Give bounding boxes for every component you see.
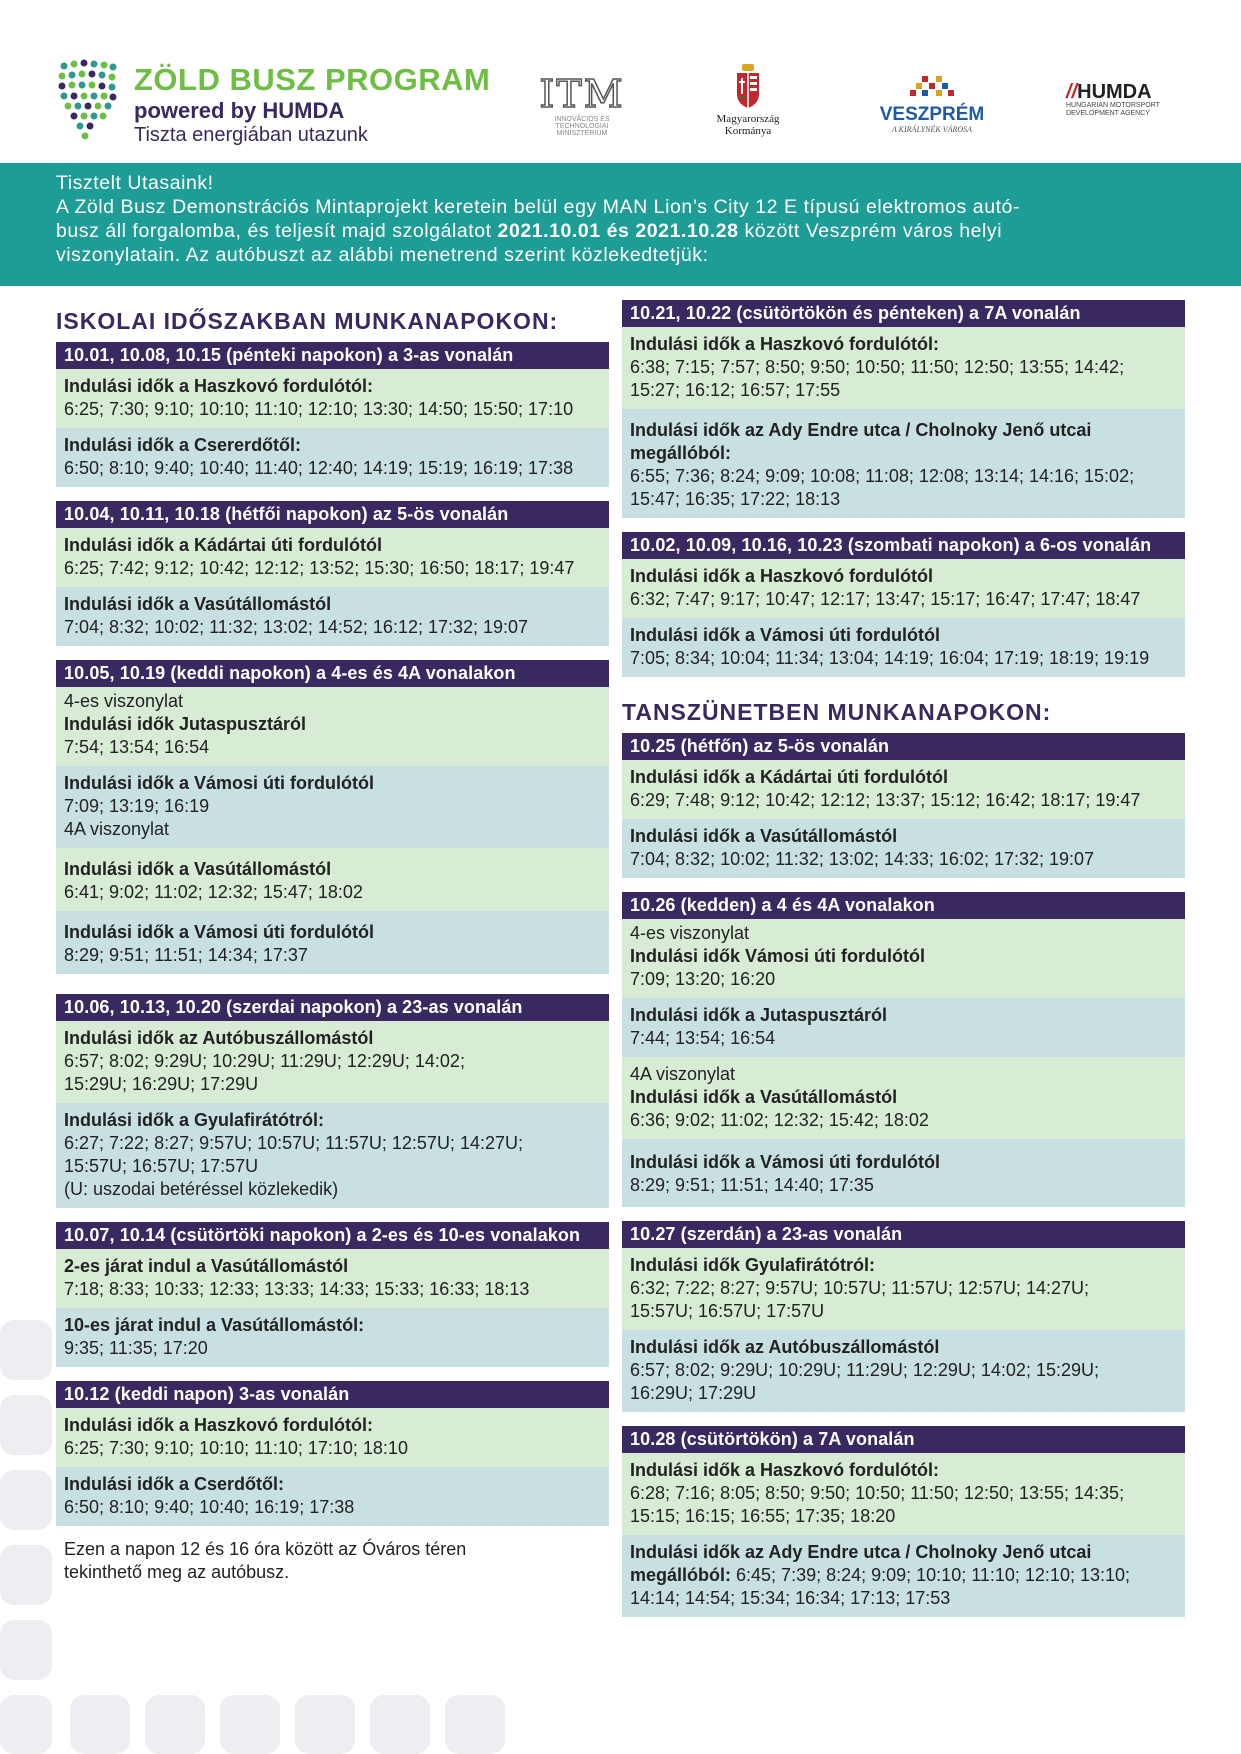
schedule-block (622, 1453, 1185, 1535)
stop-label: Indulási idők Vámosi úti fordulótól (630, 946, 926, 966)
departure-times: 15:29U; 16:29U; 17:29U (64, 1074, 259, 1094)
schedule-header: 10.27 (szerdán) a 23-as vonalán (622, 1221, 1185, 1248)
kormany-line1: Magyarország (716, 113, 780, 125)
start-date: 2021.10.01 (497, 220, 601, 242)
departure-times: 6:55; 7:36; 8:24; 9:09; 10:08; 11:08; 12:08; 13:14; 14:16; 15:02; (630, 466, 1135, 486)
route-variant: 4-es viszonylat (64, 691, 184, 711)
background-decoration (295, 1695, 355, 1754)
schedule-group (622, 532, 1185, 677)
stop-label: Indulási idők a Haszkovó fordulótól: (630, 334, 940, 354)
schedule-block (622, 1535, 1185, 1617)
right-column (622, 300, 1185, 1631)
departure-times: 6:41; 9:02; 11:02; 12:32; 15:47; 18:02 (64, 882, 363, 902)
end-date: 2021.10.28 (635, 220, 739, 242)
departure-times: 6:45; 7:39; 8:24; 9:09; 10:10; 11:10; 12:10; 13:10; (731, 1565, 1131, 1585)
schedule-block (56, 687, 609, 766)
background-decoration (445, 1695, 505, 1754)
schedule-block (56, 1021, 609, 1103)
left-column (56, 300, 609, 1590)
background-decoration (0, 1320, 52, 1380)
stop-label-line (630, 1564, 1177, 1587)
section-title-holiday: TANSZÜNETBEN MUNKANAPOKON: (622, 699, 1052, 725)
schedule-header: 10.21, 10.22 (csütörtökön és pénteken) a 7A vonalán (622, 300, 1185, 327)
schedule-group (622, 892, 1185, 1207)
stop-label: megállóból: (630, 1565, 732, 1585)
schedule-header: 10.01, 10.08, 10.15 (pénteki napokon) a 3-as vonalán (56, 342, 609, 369)
schedule-block (622, 919, 1185, 998)
departure-times: 6:29; 7:48; 9:12; 10:42; 12:12; 13:37; 15:12; 16:42; 18:17; 19:47 (630, 790, 1141, 810)
stop-label: Indulási idők az Autóbuszállomástól (630, 1337, 940, 1357)
kormany-line2: Kormánya (724, 125, 772, 137)
schedule-block (622, 559, 1185, 618)
humda-logo (1066, 82, 1196, 118)
stop-label: Indulási idők a Vasútállomástól (630, 1087, 898, 1107)
background-decoration (0, 1620, 52, 1680)
departure-times: 7:04; 8:32; 10:02; 11:32; 13:02; 14:52; 16:12; 17:32; 19:07 (64, 617, 529, 637)
departure-times: 6:57; 8:02; 9:29U; 10:29U; 11:29U; 12:29U; 14:02; 15:29U; (630, 1360, 1099, 1380)
background-decoration (0, 1470, 52, 1530)
departure-times: 7:09; 13:19; 16:19 (64, 796, 210, 816)
page-header (0, 0, 1241, 160)
stop-label: Indulási idők a Vámosi úti fordulótól (64, 773, 375, 793)
schedule-group (56, 1222, 609, 1367)
departure-times: 6:25; 7:42; 9:12; 10:42; 12:12; 13:52; 15:30; 16:50; 18:17; 19:47 (64, 558, 575, 578)
departure-times: 6:50; 8:10; 9:40; 10:40; 16:19; 17:38 (64, 1497, 355, 1517)
route-variant: 4A viszonylat (630, 1064, 736, 1084)
departure-times: 7:54; 13:54; 16:54 (64, 737, 210, 757)
schedule-block (56, 1249, 609, 1308)
schedule-block (56, 1467, 609, 1526)
stop-label: Indulási idők a Vámosi úti fordulótól (64, 922, 375, 942)
schedule-block (622, 327, 1185, 409)
itm-logo-subtext: INNOVÁCIÓS ÉS TECHNOLÓGIAI MINISZTÉRIUM (554, 116, 610, 137)
stop-label: Indulási idők a Kádártai úti fordulótól (630, 767, 949, 787)
schedule-block (56, 848, 609, 911)
stop-label: Indulási idők a Vasútállomástól (64, 594, 332, 614)
schedule-block (56, 1103, 609, 1208)
stop-label: Indulási idők a Haszkovó fordulótól: (64, 1415, 374, 1435)
schedule-group (622, 300, 1185, 518)
schedule-block (56, 369, 609, 428)
schedule-block (622, 819, 1185, 878)
stop-label: 2-es járat indul a Vasútállomástól (64, 1256, 349, 1276)
schedule-block (622, 1330, 1185, 1412)
departure-times: 7:09; 13:20; 16:20 (630, 969, 776, 989)
footnote-line-2: tekinthető meg az autóbusz. (64, 1562, 290, 1582)
schedule-block (622, 409, 1185, 518)
stop-label: Indulási idők a Vámosi úti fordulótól (630, 1152, 941, 1172)
schedule-header: 10.02, 10.09, 10.16, 10.23 (szombati napokon) a 6-os vonalán (622, 532, 1185, 559)
stop-label: Indulási idők a Haszkovó fordulótól (630, 566, 934, 586)
departure-times: 6:32; 7:22; 8:27; 9:57U; 10:57U; 11:57U; 12:57U; 14:27U; (630, 1278, 1089, 1298)
background-decoration (0, 1395, 52, 1455)
schedule-block (622, 1057, 1185, 1139)
schedule-header: 10.26 (kedden) a 4 és 4A vonalakon (622, 892, 1185, 919)
schedule-block (56, 587, 609, 646)
background-decoration (70, 1695, 130, 1754)
departure-times: 6:38; 7:15; 7:57; 8:50; 9:50; 10:50; 11:50; 12:50; 13:55; 14:42; (630, 357, 1125, 377)
schedule-group (56, 994, 609, 1208)
section-title-school: ISKOLAI IDŐSZAKBAN MUNKANAPOKON: (56, 308, 559, 334)
background-decoration (145, 1695, 205, 1754)
schedule-block (622, 998, 1185, 1057)
departure-times: 15:27; 16:12; 16:57; 17:55 (630, 380, 841, 400)
departure-times: 6:25; 7:30; 9:10; 10:10; 11:10; 17:10; 18:10 (64, 1438, 408, 1458)
intro-line-3: viszonylatain. Az autóbuszt az alábbi menetrend szerint közlekedtetjük: (56, 244, 709, 266)
schedule-group (56, 501, 609, 646)
intro-text: busz áll forgalomba, és teljesít majd szolgálatot (56, 220, 498, 242)
veszprem-crown-icon (908, 76, 956, 100)
departure-times: 8:29; 9:51; 11:51; 14:34; 17:37 (64, 945, 308, 965)
stop-label: Indulási idők a Kádártai úti fordulótól (64, 535, 383, 555)
itm-logo-text: ITM (539, 72, 625, 116)
departure-times: 7:04; 8:32; 10:02; 11:32; 13:02; 14:33; 16:02; 17:32; 19:07 (630, 849, 1095, 869)
stop-label: Indulási idők a Haszkovó fordulótól: (64, 376, 374, 396)
departure-times: 6:50; 8:10; 9:40; 10:40; 11:40; 12:40; 14:19; 15:19; 16:19; 17:38 (64, 458, 574, 478)
schedule-block (622, 760, 1185, 819)
departure-times: 15:57U; 16:57U; 17:57U (630, 1301, 825, 1321)
veszprem-subtext: A KIRÁLYNÉK VÁROSA (891, 125, 973, 134)
background-decoration (220, 1695, 280, 1754)
schedule-header: 10.12 (keddi napon) 3-as vonalán (56, 1381, 609, 1408)
schedule-group (56, 660, 609, 974)
departure-times: 9:35; 11:35; 17:20 (64, 1338, 208, 1358)
departure-times: 15:47; 16:35; 17:22; 18:13 (630, 489, 841, 509)
schedule-block (56, 911, 609, 974)
intro-line-1: A Zöld Busz Demonstrációs Mintaprojekt keretein belül egy MAN Lion’s City 12 E típusú elektromos autó- (56, 196, 1020, 218)
schedule-group (622, 1426, 1185, 1617)
intro-text: között Veszprém város helyi (738, 220, 1003, 242)
hungarian-crest-icon (735, 64, 761, 108)
program-tagline: Tiszta energiában utazunk (134, 124, 368, 146)
schedule-group (622, 733, 1185, 878)
footnote (56, 1532, 609, 1590)
stop-label: Indulási idők Gyulafirátótról: (630, 1255, 876, 1275)
route-variant: 4-es viszonylat (630, 923, 750, 943)
schedule-group (622, 1221, 1185, 1412)
stop-label: Indulási idők Jutaspusztáról (64, 714, 307, 734)
departure-times: 6:27; 7:22; 8:27; 9:57U; 10:57U; 11:57U; 12:57U; 14:27U; (64, 1133, 523, 1153)
humda-text (1066, 82, 1196, 102)
stop-label: Indulási idők a Cserdőtől: (64, 1474, 285, 1494)
departure-times: 15:57U; 16:57U; 17:57U (64, 1156, 259, 1176)
program-title: ZÖLD BUSZ PROGRAM (134, 62, 491, 97)
departure-times: 6:28; 7:16; 8:05; 8:50; 9:50; 10:50; 11:50; 12:50; 13:55; 14:35; (630, 1483, 1125, 1503)
stop-label: Indulási idők a Jutaspusztáról (630, 1005, 888, 1025)
stop-label: Indulási idők az Ady Endre utca / Cholnoky Jenő utcai (630, 420, 1092, 440)
departure-times: 7:18; 8:33; 10:33; 12:33; 13:33; 14:33; 15:33; 16:33; 18:13 (64, 1279, 530, 1299)
itm-logo (532, 74, 632, 137)
program-subtitle: powered by HUMDA (134, 98, 345, 123)
schedule-block (622, 618, 1185, 677)
departure-times: 16:29U; 17:29U (630, 1383, 757, 1403)
stop-label: Indulási idők a Vasútállomástól (64, 859, 332, 879)
background-decoration (370, 1695, 430, 1754)
intro-banner (0, 163, 1241, 286)
schedule-header: 10.28 (csütörtökön) a 7A vonalán (622, 1426, 1185, 1453)
departure-times: 6:57; 8:02; 9:29U; 10:29U; 11:29U; 12:29U; 14:02; (64, 1051, 465, 1071)
schedule-block (622, 1139, 1185, 1207)
schedule-block (622, 1248, 1185, 1330)
stop-label: 10-es járat indul a Vasútállomástól: (64, 1315, 365, 1335)
veszprem-text: VESZPRÉM (879, 104, 985, 125)
schedule-block (56, 766, 609, 848)
departure-times: 7:44; 13:54; 16:54 (630, 1028, 776, 1048)
stop-label: Indulási idők a Haszkovó fordulótól: (630, 1460, 940, 1480)
schedule-header: 10.04, 10.11, 10.18 (hétfői napokon) az 5-ös vonalán (56, 501, 609, 528)
schedule-group (56, 1381, 609, 1526)
date-conjunction: és (600, 220, 636, 242)
departure-times: 15:15; 16:15; 16:55; 17:35; 18:20 (630, 1506, 896, 1526)
humda-subtext-2: DEVELOPMENT AGENCY (1066, 110, 1150, 117)
schedule-block (56, 1308, 609, 1367)
stop-label: Indulási idők a Vámosi úti fordulótól (630, 625, 941, 645)
departure-times: 6:32; 7:47; 9:17; 10:47; 12:17; 13:47; 15:17; 16:47; 17:47; 18:47 (630, 589, 1141, 609)
stop-label: megállóból: (630, 443, 732, 463)
humda-mark: // (1066, 81, 1078, 103)
stop-label: Indulási idők a Csererdőtől: (64, 435, 302, 455)
footnote-line-1: Ezen a napon 12 és 16 óra között az Óváros téren (64, 1539, 467, 1559)
stop-label: Indulási idők a Vasútállomástól (630, 826, 898, 846)
kormany-logo (700, 64, 796, 137)
humda-subtext-1: HUNGARIAN MOTORSPORT (1066, 102, 1160, 109)
background-decoration (0, 1545, 52, 1605)
schedule-block (56, 1408, 609, 1467)
schedule-group (56, 342, 609, 487)
intro-greeting: Tisztelt Utasaink! (56, 172, 214, 194)
schedule-header: 10.07, 10.14 (csütörtöki napokon) a 2-es és 10-es vonalakon (56, 1222, 609, 1249)
background-decoration (0, 1695, 52, 1754)
schedule-header: 10.25 (hétfőn) az 5-ös vonalán (622, 733, 1185, 760)
departure-times: 6:36; 9:02; 11:02; 12:32; 15:42; 18:02 (630, 1110, 929, 1130)
humda-name: HUMDA (1077, 81, 1152, 103)
schedule-header: 10.05, 10.19 (keddi napokon) a 4-es és 4A vonalakon (56, 660, 609, 687)
schedule-block (56, 528, 609, 587)
footnote-u: (U: uszodai betéréssel közlekedik) (64, 1179, 339, 1199)
departure-times: 6:25; 7:30; 9:10; 10:10; 11:10; 12:10; 13:30; 14:50; 15:50; 17:10 (64, 399, 574, 419)
departure-times: 7:05; 8:34; 10:04; 11:34; 13:04; 14:19; 16:04; 17:19; 18:19; 19:19 (630, 648, 1150, 668)
departure-times: 8:29; 9:51; 11:51; 14:40; 17:35 (630, 1175, 874, 1195)
stop-label: Indulási idők az Autóbuszállomástól (64, 1028, 374, 1048)
zold-busz-logo-icon (56, 58, 120, 142)
stop-label: Indulási idők az Ady Endre utca / Cholnoky Jenő utcai (630, 1542, 1092, 1562)
intro-line-2 (56, 219, 1185, 243)
departure-times: 14:14; 14:54; 15:34; 16:34; 17:13; 17:53 (630, 1588, 951, 1608)
stop-label: Indulási idők a Gyulafirátótról: (64, 1110, 325, 1130)
route-variant: 4A viszonylat (64, 819, 170, 839)
schedule-block (56, 428, 609, 487)
schedule-header: 10.06, 10.13, 10.20 (szerdai napokon) a 23-as vonalán (56, 994, 609, 1021)
veszprem-logo (870, 76, 994, 134)
